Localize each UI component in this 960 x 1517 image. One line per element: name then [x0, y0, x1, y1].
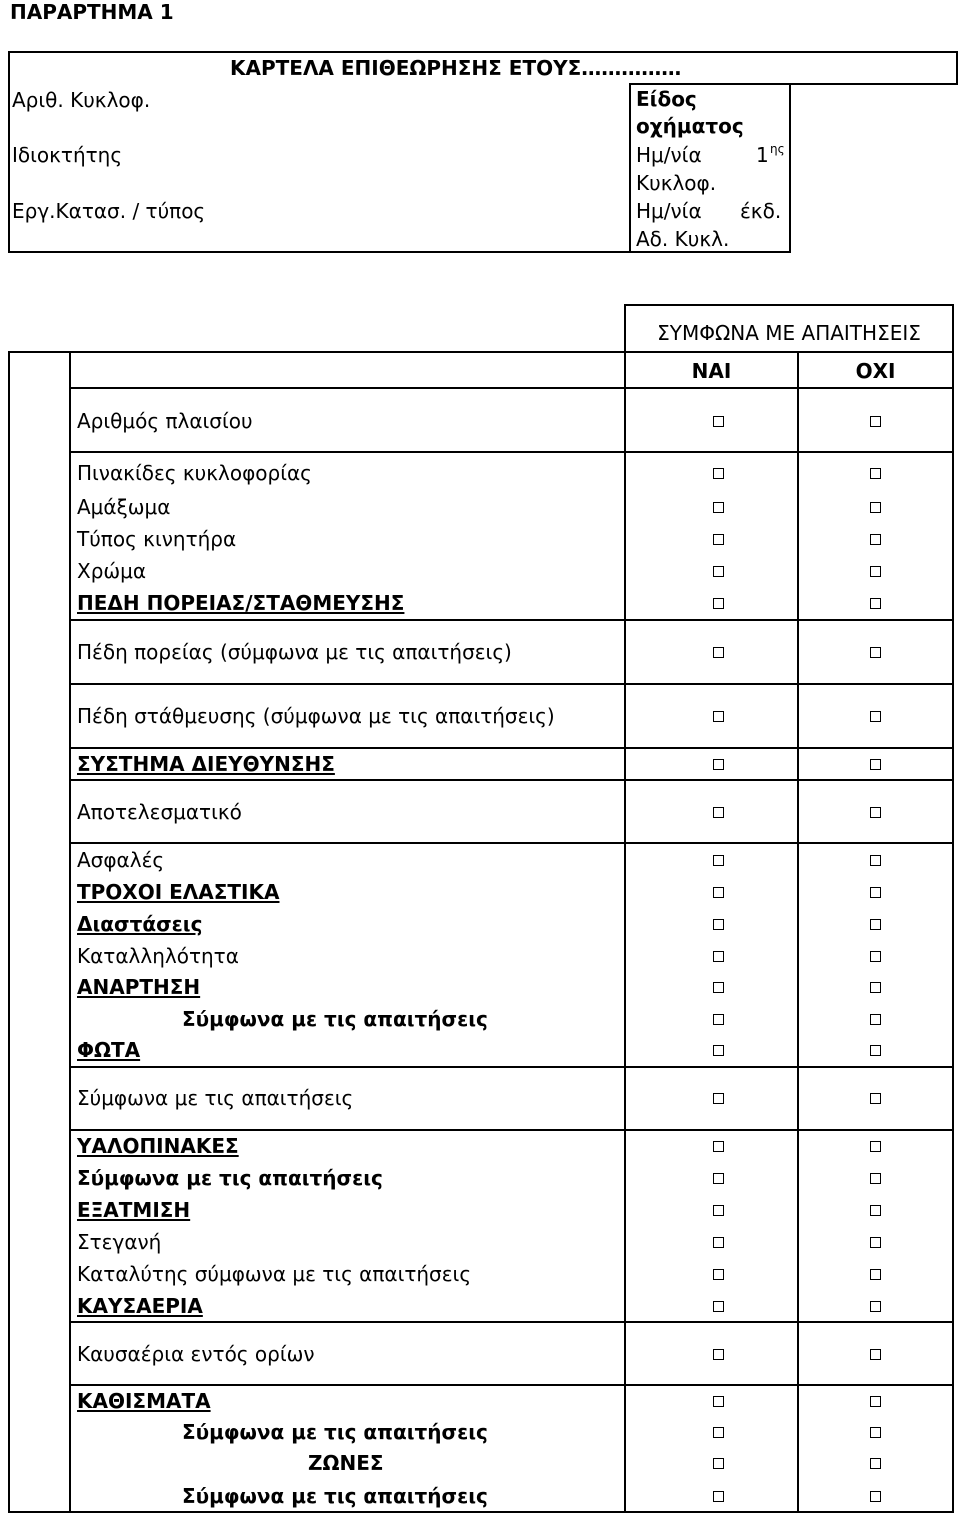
checklist-row: [0, 800, 960, 824]
no-checkbox[interactable]: [870, 982, 881, 993]
checklist-row: [0, 1086, 960, 1110]
no-checkbox[interactable]: [870, 951, 881, 962]
section-heading: ΚΑΥΣΑΕΡΙΑ: [77, 1294, 203, 1318]
no-checkbox[interactable]: [870, 502, 881, 513]
checklist-row: [0, 752, 960, 776]
checklist-row: [0, 880, 960, 904]
yes-checkbox[interactable]: [713, 1491, 724, 1502]
item-label: Πέδη στάθμευσης (σύμφωνα με τις απαιτήσεις): [77, 704, 555, 728]
checklist-row: [0, 1230, 960, 1254]
section-heading: ΥΑΛΟΠΙΝΑΚΕΣ: [77, 1134, 239, 1158]
no-checkbox[interactable]: [870, 416, 881, 427]
page-heading: ΠΑΡΑΡΤΗΜΑ 1: [10, 0, 174, 24]
section-heading: ΕΞΑΤΜΙΣΗ: [77, 1198, 191, 1222]
no-checkbox[interactable]: [870, 598, 881, 609]
table-border-right: [952, 304, 954, 1513]
license-issue-date-rest: Αδ. Κυκλ.: [636, 227, 730, 251]
yes-checkbox[interactable]: [713, 1396, 724, 1407]
table-row-divider: [70, 747, 954, 749]
table-row-divider: [70, 1384, 954, 1386]
yes-checkbox[interactable]: [713, 1301, 724, 1312]
yes-checkbox[interactable]: [713, 1427, 724, 1438]
table-row-divider: [70, 619, 954, 621]
yes-checkbox[interactable]: [713, 534, 724, 545]
checklist-row: [0, 912, 960, 936]
checklist-row: [0, 975, 960, 999]
first-registration-ordinal-suffix: ης: [770, 142, 785, 156]
no-checkbox[interactable]: [870, 1491, 881, 1502]
section-heading: ΖΩΝΕΣ: [308, 1451, 384, 1475]
checklist-row: [0, 1451, 960, 1475]
table-row-divider: [70, 842, 954, 844]
section-heading: ΦΩΤΑ: [77, 1038, 141, 1062]
vehicle-type-label: Είδος οχήματος: [636, 87, 744, 138]
checklist-row: [0, 1484, 960, 1508]
no-checkbox[interactable]: [870, 468, 881, 479]
manufacturer-type-label: Εργ.Κατασ. / τύπος: [12, 199, 206, 223]
no-checkbox[interactable]: [870, 1237, 881, 1248]
yes-checkbox[interactable]: [713, 919, 724, 930]
item-label: Σύμφωνα με τις απαιτήσεις: [182, 1420, 488, 1444]
checklist-row: [0, 1134, 960, 1158]
owner-label: Ιδιοκτήτης: [12, 143, 123, 167]
no-checkbox[interactable]: [870, 919, 881, 930]
item-label: Σύμφωνα με τις απαιτήσεις: [182, 1007, 488, 1031]
no-checkbox[interactable]: [870, 887, 881, 898]
yes-checkbox[interactable]: [713, 1173, 724, 1184]
table-border-top: [8, 351, 954, 353]
item-label: Σύμφωνα με τις απαιτήσεις: [77, 1166, 383, 1190]
no-checkbox[interactable]: [870, 1205, 881, 1216]
card-divider-col: [789, 83, 791, 253]
no-checkbox[interactable]: [870, 534, 881, 545]
section-heading: ΑΝΑΡΤΗΣΗ: [77, 975, 201, 999]
checklist-row: [0, 944, 960, 968]
table-border-bottom: [8, 1511, 954, 1513]
no-checkbox[interactable]: [870, 1045, 881, 1056]
section-heading: ΠΕΔΗ ΠΟΡΕΙΑΣ/ΣΤΑΘΜΕΥΣΗΣ: [77, 591, 405, 615]
checklist-row: [0, 409, 960, 433]
checklist-row: [0, 1262, 960, 1286]
checklist-row: [0, 559, 960, 583]
no-checkbox[interactable]: [870, 855, 881, 866]
item-label: Πέδη πορείας (σύμφωνα με τις απαιτήσεις): [77, 640, 512, 664]
no-checkbox[interactable]: [870, 647, 881, 658]
checklist-row: [0, 495, 960, 519]
first-registration-date-label: Ημ/νία: [636, 143, 702, 167]
item-label: Ασφαλές: [77, 848, 165, 872]
yes-checkbox[interactable]: [713, 807, 724, 818]
no-checkbox[interactable]: [870, 1014, 881, 1025]
item-label: Χρώμα: [77, 559, 147, 583]
table-row-divider: [70, 1321, 954, 1323]
section-heading: ΤΡΟΧΟΙ ΕΛΑΣΤΙΚΑ: [77, 880, 280, 904]
checklist-row: [0, 1294, 960, 1318]
yes-checkbox[interactable]: [713, 647, 724, 658]
yes-checkbox[interactable]: [713, 1141, 724, 1152]
checklist-row: [0, 1166, 960, 1190]
table-row-divider: [70, 387, 954, 389]
first-registration-ordinal: 1: [756, 143, 769, 167]
item-label: Καυσαέρια εντός ορίων: [77, 1342, 315, 1366]
card-divider-col: [629, 83, 631, 253]
checklist-row: [0, 1038, 960, 1062]
checklist-row: [0, 591, 960, 615]
checklist-row: [0, 1389, 960, 1413]
section-heading: ΚΑΘΙΣΜΑΤΑ: [77, 1389, 211, 1413]
checklist-row: [0, 1007, 960, 1031]
no-checkbox[interactable]: [870, 1458, 881, 1469]
no-checkbox[interactable]: [870, 759, 881, 770]
checklist-row: [0, 704, 960, 728]
checklist-row: [0, 527, 960, 551]
no-checkbox[interactable]: [870, 566, 881, 577]
yes-checkbox[interactable]: [713, 1045, 724, 1056]
item-label: Σύμφωνα με τις απαιτήσεις: [77, 1086, 354, 1110]
table-row-divider: [70, 683, 954, 685]
registration-number-label: Αριθ. Κυκλοφ.: [12, 88, 151, 112]
item-label: Τύπος κινητήρα: [77, 527, 237, 551]
checklist-row: [0, 1420, 960, 1444]
license-issue-word: έκδ.: [740, 199, 782, 223]
checklist-row: [0, 1342, 960, 1366]
yes-checkbox[interactable]: [713, 1093, 724, 1104]
license-issue-date-label: Ημ/νία: [636, 199, 702, 223]
card-border-top: [8, 51, 958, 53]
item-label: Καταλύτης σύμφωνα με τις απαιτήσεις: [77, 1262, 472, 1286]
no-checkbox[interactable]: [870, 1141, 881, 1152]
checklist-row: [0, 640, 960, 664]
table-border-top-header: [625, 304, 954, 306]
no-checkbox[interactable]: [870, 1093, 881, 1104]
item-label: Καταλληλότητα: [77, 944, 239, 968]
no-checkbox[interactable]: [870, 1173, 881, 1184]
checklist-row: [0, 1198, 960, 1222]
card-border-left: [8, 51, 10, 253]
yes-checkbox[interactable]: [713, 1458, 724, 1469]
yes-checkbox[interactable]: [713, 887, 724, 898]
card-divider-title: [630, 83, 958, 85]
checklist-row: [0, 848, 960, 872]
no-checkbox[interactable]: [870, 807, 881, 818]
item-label: Αμάξωμα: [77, 495, 171, 519]
table-row-divider: [70, 451, 954, 453]
item-label: Σύμφωνα με τις απαιτήσεις: [182, 1484, 488, 1508]
yes-checkbox[interactable]: [713, 1269, 724, 1280]
yes-checkbox[interactable]: [713, 711, 724, 722]
section-heading: ΣΥΣΤΗΜΑ ΔΙΕΥΘΥΝΣΗΣ: [77, 752, 335, 776]
no-checkbox[interactable]: [870, 1269, 881, 1280]
compliance-header: ΣΥΜΦΩΝΑ ΜΕ ΑΠΑΙΤΗΣΕΙΣ: [657, 321, 921, 345]
no-checkbox[interactable]: [870, 1396, 881, 1407]
table-col-divider: [624, 304, 626, 1513]
item-label: Αποτελεσματικό: [77, 800, 242, 824]
table-row-divider: [70, 1129, 954, 1131]
table-row-divider: [70, 1066, 954, 1068]
yes-checkbox[interactable]: [713, 502, 724, 513]
checklist-row: [0, 461, 960, 485]
yes-checkbox[interactable]: [713, 566, 724, 577]
yes-column-header: ΝΑΙ: [691, 359, 732, 383]
no-checkbox[interactable]: [870, 711, 881, 722]
item-label: Στεγανή: [77, 1230, 162, 1254]
no-column-header: ΟΧΙ: [855, 359, 896, 383]
yes-checkbox[interactable]: [713, 468, 724, 479]
no-checkbox[interactable]: [870, 1427, 881, 1438]
no-checkbox[interactable]: [870, 1301, 881, 1312]
yes-checkbox[interactable]: [713, 1349, 724, 1360]
item-label: Πινακίδες κυκλοφορίας: [77, 461, 312, 485]
card-border-right: [956, 51, 958, 85]
item-label: Διαστάσεις: [77, 912, 203, 936]
no-checkbox[interactable]: [870, 1349, 881, 1360]
yes-checkbox[interactable]: [713, 416, 724, 427]
yes-checkbox[interactable]: [713, 1237, 724, 1248]
card-title: ΚΑΡΤΕΛΑ ΕΠΙΘΕΩΡΗΣΗΣ ΕΤΟΥΣ……………: [230, 56, 682, 80]
yes-checkbox[interactable]: [713, 855, 724, 866]
first-registration-date-rest: Κυκλοφ.: [636, 171, 717, 195]
yes-checkbox[interactable]: [713, 951, 724, 962]
card-border-bottom: [8, 251, 791, 253]
yes-checkbox[interactable]: [713, 1014, 724, 1025]
yes-checkbox[interactable]: [713, 759, 724, 770]
yes-checkbox[interactable]: [713, 598, 724, 609]
yes-checkbox[interactable]: [713, 1205, 724, 1216]
yes-checkbox[interactable]: [713, 982, 724, 993]
table-row-divider: [70, 779, 954, 781]
item-label: Αριθμός πλαισίου: [77, 409, 253, 433]
